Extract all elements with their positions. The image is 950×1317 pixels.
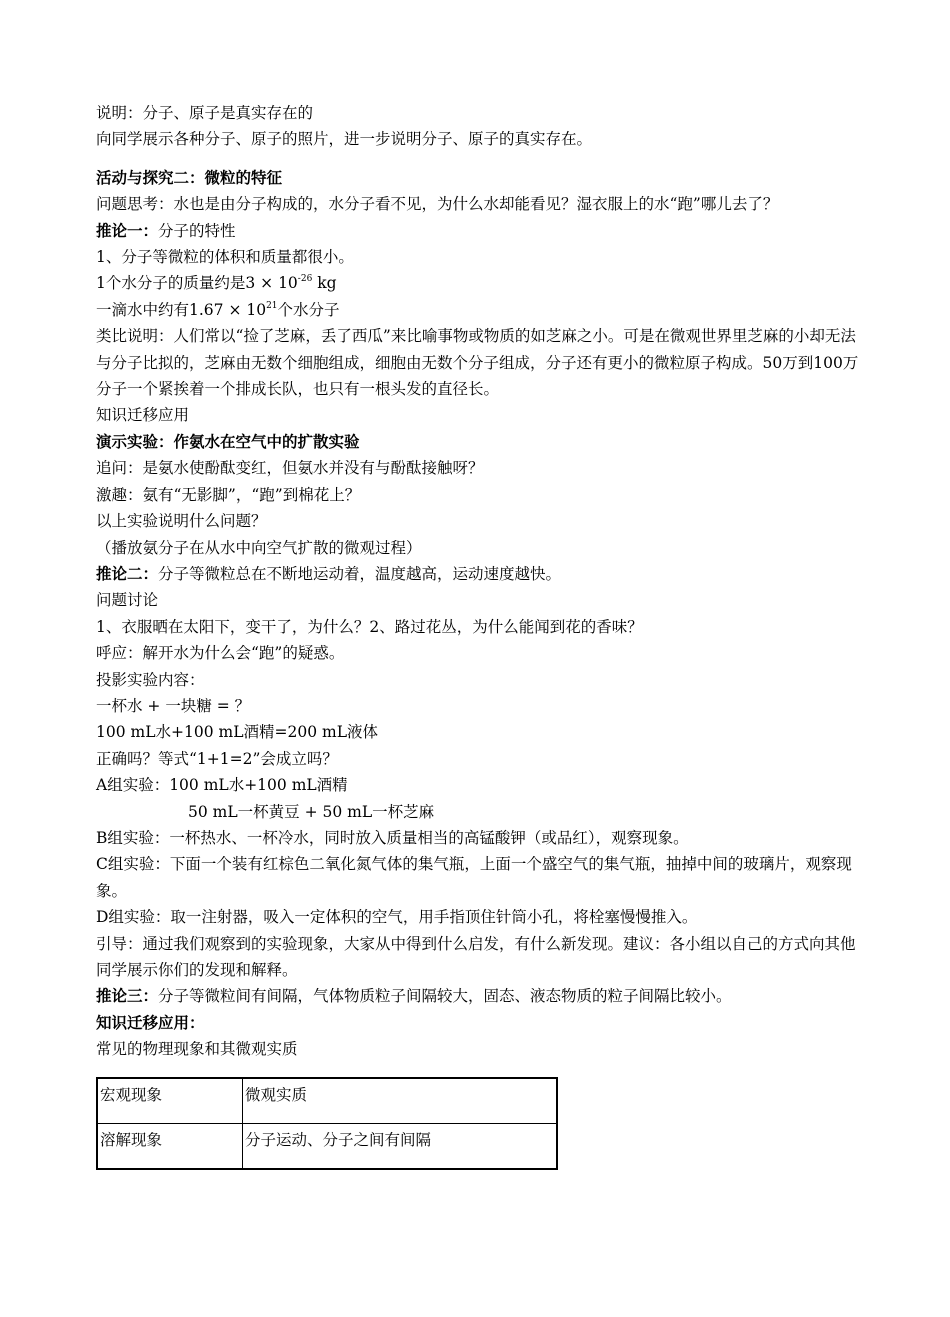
section-heading: 活动与探究二：微粒的特征 [96,168,283,187]
paragraph [96,983,866,1009]
paragraph: （播放氨分子在从水中向空气扩散的微观过程） [96,538,422,557]
text-run: 个水分子 [277,300,340,319]
section-heading: 演示实验：作氨水在空气中的扩散实验 [96,432,360,451]
paragraph: A组实验：100 mL水+100 mL酒精 [96,776,348,795]
inference-label: 推论一： [96,221,159,240]
text-run: kg [312,274,337,293]
paragraph: 常见的物理现象和其微观实质 [96,1040,298,1059]
table-cell: 微观实质 [243,1078,558,1124]
paragraph: 引导：通过我们观察到的实验现象，大家从中得到什么启发，有什么新发现。建议：各小组以自己的方式向其他同学展示你们的发现和解释。 [96,934,856,979]
paragraph: 问题讨论 [96,591,159,610]
paragraph [96,297,866,323]
superscript: -26 [297,274,313,285]
paragraph: 知识迁移应用 [96,406,190,425]
paragraph: C组实验：下面一个装有红棕色二氧化氮气体的集气瓶，上面一个盛空气的集气瓶，抽掉中间的玻璃片，观察现象。 [96,855,852,900]
table-cell: 溶解现象 [97,1123,243,1169]
paragraph: 一杯水 + 一块糖 = ？ [96,696,251,715]
document-page [96,100,866,1170]
inference-text: 分子等微粒总在不断地运动着，温度越高，运动速度越快。 [158,564,562,583]
paragraph: D组实验：取一注射器，吸入一定体积的空气，用手指顶住针筒小孔，将栓塞慢慢推入。 [96,908,698,927]
paragraph [96,270,866,296]
section-heading: 知识迁移应用： [96,1013,205,1032]
paragraph: 1、衣服晒在太阳下，变干了，为什么？2、路过花丛，为什么能闻到花的香味？ [96,617,643,636]
paragraph: 追问：是氨水使酚酞变红，但氨水并没有与酚酞接触呀？ [96,459,484,478]
paragraph: 投影实验内容： [96,670,205,689]
superscript: 21 [266,300,278,311]
paragraph: 呼应：解开水为什么会“跑”的疑惑。 [96,644,345,663]
text-run: 1个水分子的质量约是3 × 10 [96,274,298,293]
paragraph: 1、分子等微粒的体积和质量都很小。 [96,248,354,267]
paragraph [96,218,866,244]
paragraph: 50 mL一杯黄豆 + 50 mL一杯芝麻 [188,802,435,821]
paragraph: 激趣：氨有“无影脚”，“跑”到棉花上？ [96,485,361,504]
inference-label: 推论二： [96,564,159,583]
paragraph: 以上实验说明什么问题？ [96,512,267,531]
paragraph: 向同学展示各种分子、原子的照片，进一步说明分子、原子的真实存在。 [96,130,593,149]
table-cell: 宏观现象 [97,1078,243,1124]
paragraph: 100 mL水+100 mL酒精=200 mL液体 [96,723,378,742]
text-run: 一滴水中约有1.67 × 10 [96,300,267,319]
table-cell: 分子运动、分子之间有间隔 [243,1123,558,1169]
inference-text: 分子等微粒间有间隔，气体物质粒子间隔较大，固态、液态物质的粒子间隔比较小。 [158,987,732,1006]
paragraph: 说明：分子、原子是真实存在的 [96,104,314,122]
inference-text: 分子的特性 [158,221,236,240]
paragraph: B组实验：一杯热水、一杯冷水，同时放入质量相当的高锰酸钾（或品红），观察现象。 [96,828,689,847]
table-row [97,1123,557,1169]
paragraph: 问题思考：水也是由分子构成的，水分子看不见，为什么水却能看见？湿衣服上的水“跑”哪儿去了？ [96,195,779,214]
paragraph: 类比说明：人们常以“捡了芝麻，丢了西瓜”来比喻事物或物质的如芝麻之小。可是在微观世界里芝麻的小却无法与分子比拟的，芝麻由无数个细胞组成，细胞由无数个分子组成，分子还有更小的微粒原子构成。50万到100万分子一个紧挨着一个排成长队，也只有一根头发的直径长。 [96,327,859,399]
phenomena-table [96,1077,558,1170]
table-row [97,1078,557,1124]
inference-label: 推论三： [96,987,159,1006]
paragraph [96,561,866,587]
paragraph: 正确吗？等式“1+1=2”会成立吗？ [96,749,338,768]
